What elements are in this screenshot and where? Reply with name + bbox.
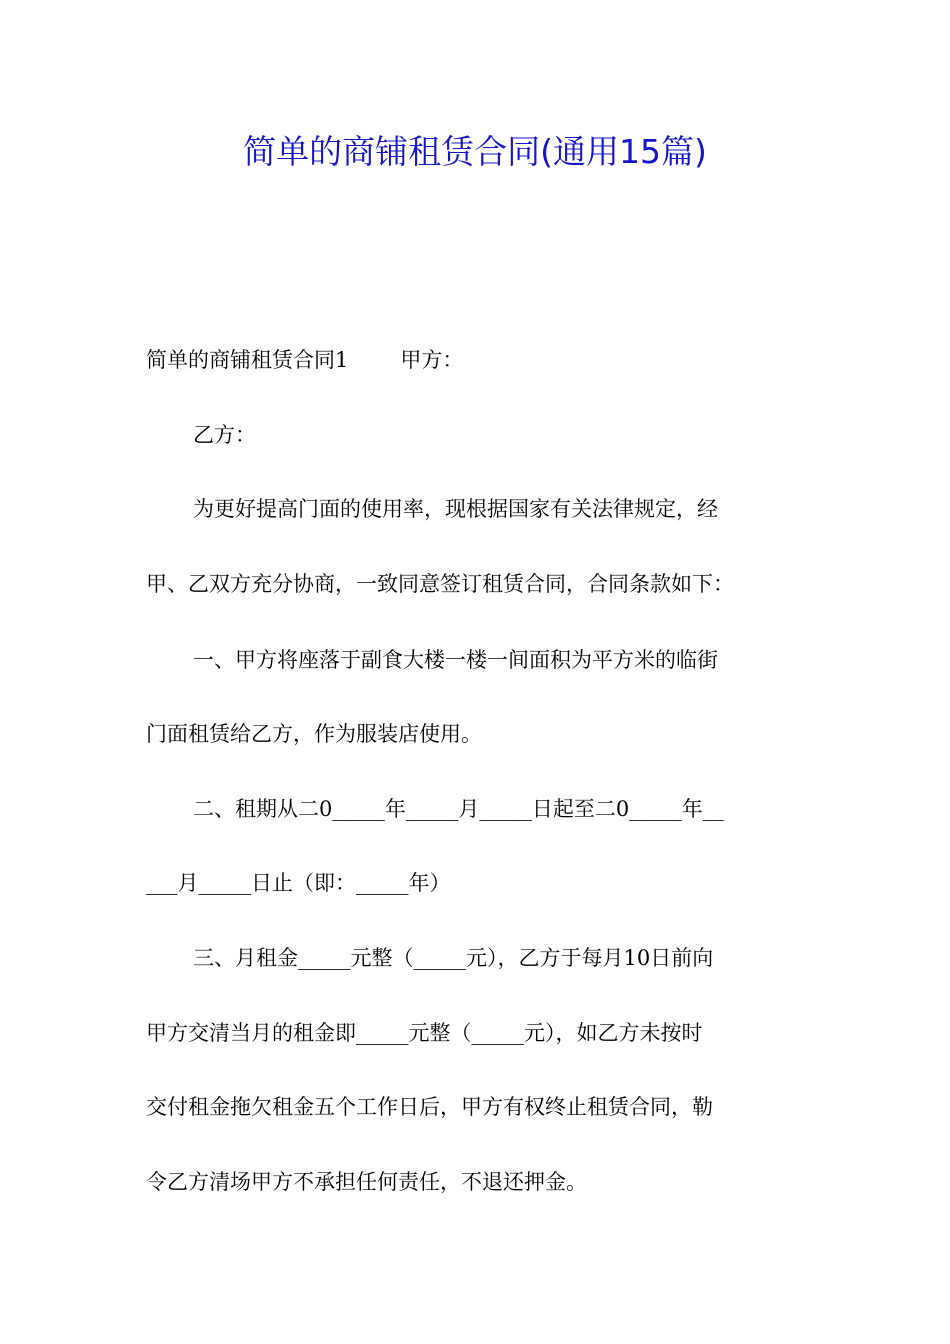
document-title: 简单的商铺租赁合同(通用15篇) <box>243 132 707 171</box>
clause-1-line: 一、甲方将座落于副食大楼一楼一间面积为平方米的临街 <box>193 648 718 672</box>
contract-heading-line <box>146 338 816 382</box>
clause-3-line: 甲方交清当月的租金即_____元整（_____元），如乙方未按时 <box>146 1021 703 1045</box>
contract-number-label: 简单的商铺租赁合同1 <box>146 348 349 372</box>
paragraph-line: 为更好提高门面的使用率，现根据国家有关法律规定，经 <box>193 497 718 521</box>
clause-2-line: 二、租期从二0_____年_____月_____日起至二0_____年__ <box>193 797 724 821</box>
clause-3-line: 三、月租金_____元整（_____元），乙方于每月10日前向 <box>193 946 714 970</box>
clause-1-line: 门面租赁给乙方，作为服装店使用。 <box>146 722 482 746</box>
party-b-label: 乙方： <box>193 423 256 447</box>
clause-3-line: 令乙方清场甲方不承担任何责任，不退还押金。 <box>146 1170 587 1194</box>
party-a-label: 甲方： <box>400 348 464 372</box>
clause-2-line: ___月_____日止（即：_____年） <box>146 871 451 895</box>
paragraph-line: 甲、乙双方充分协商，一致同意签订租赁合同，合同条款如下： <box>146 572 734 596</box>
clause-3-line: 交付租金拖欠租金五个工作日后，甲方有权终止租赁合同，勒 <box>146 1095 713 1119</box>
